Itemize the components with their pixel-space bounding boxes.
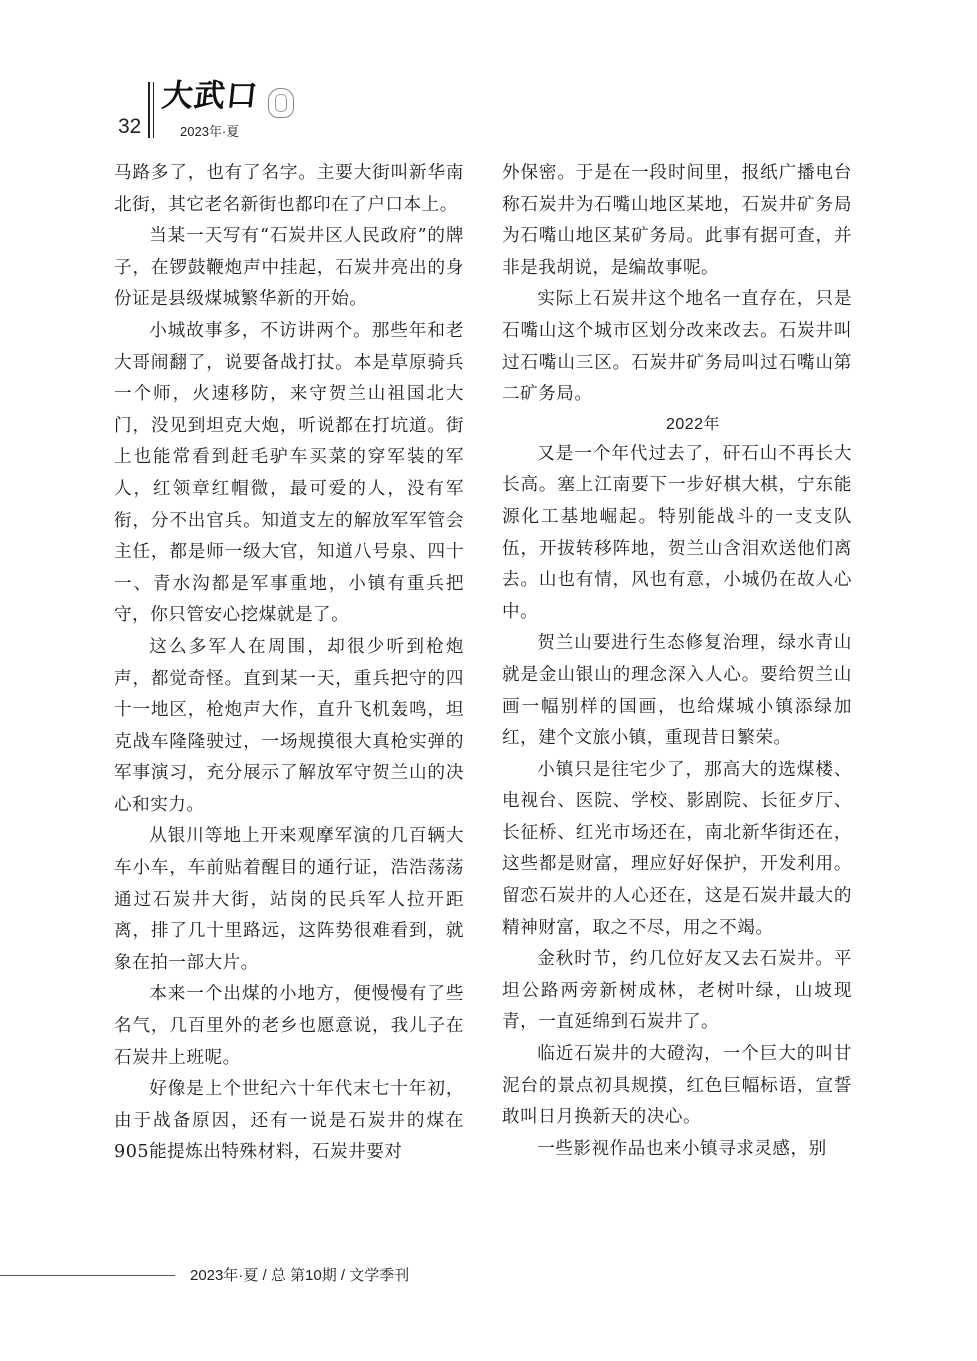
footer-rule [0, 1275, 175, 1276]
footer-issue-info: 2023年·夏 / 总 第10期 / 文学季刊 [190, 1267, 410, 1284]
issue-date: 2023年·夏 [180, 124, 240, 139]
header-divider [148, 82, 150, 138]
paragraph: 好像是上个世纪六十年代末七十年初，由于战备原因，还有一说是石炭井的煤在905能提炼出特殊材料，石炭井要对 [114, 1079, 464, 1163]
paragraph: 这么多军人在周围，却很少听到枪炮声，都觉奇怪。直到某一天，重兵把守的四十一地区，枪炮声大作，直升飞机轰鸣，坦克战车隆隆驶过，一场规摸很大真枪实弹的军事演习，充分展示了解放军守贺兰山的决心和实力。 [114, 636, 464, 815]
right-text-column [502, 158, 852, 1165]
paragraph: 小镇只是往宅少了，那高大的选煤楼、电视台、医院、学校、影剧院、长征歺厅、长征桥、红光市场还在，南北新华街还在，这些都是财富，理应好好保护，开发利用。留恋石炭井的人心还在，这是石炭井最大的精神财富，取之不尽，用之不竭。 [502, 759, 852, 938]
paragraph: 外保密。于是在一段时间里，报纸广播电台称石炭井为石嘴山地区某地，石炭井矿务局为石嘴山地区某矿务局。此事有据可查，并非是我胡说，是编故事呢。 [502, 163, 852, 278]
left-text-column [114, 158, 464, 1169]
paragraph: 小城故事多，不访讲两个。那些年和老大哥闹翻了，说要备战打扙。本是草原骑兵一个师，火速移防，来守贺兰山祖国北大门，没见到坦克大炮，听说都在打坑道。街上也能常看到赶毛驴车买菜的穿军装的军人，红领章红帽微，最可爱的人，没有军衔，分不出官兵。知道支左的解放军军管会主任，都是师一级大官，知道八号泉、四十一、青水沟都是军事重地，小镇有重兵把守，你只管安心挖煤就是了。 [114, 320, 464, 626]
paragraph: 从银川等地上开来观摩军演的几百辆大车小车，车前贴着醒目的通行证，浩浩荡荡通过石炭井大街，站岗的民兵军人拉开距离，排了几十里路远，这阵势很难看到，就象在拍一部大片。 [114, 826, 464, 973]
paragraph: 金秋时节，约几位好友又去石炭井。平坦公路两旁新树成林，老树叶绿，山坡现青，一直延绵到石炭井了。 [502, 949, 852, 1033]
paragraph: 贺兰山要进行生态修复治理，绿水青山就是金山银山的理念深入人心。要给贺兰山画一幅别样的国画，也给煤城小镇添绿加红，建个文旅小镇，重现昔日繁荣。 [502, 633, 852, 749]
page-number: 32 [118, 115, 142, 138]
paragraph: 实际上石炭井这个地名一直存在，只是石嘴山这个城市区划分改来改去。石炭井叫过石嘴山三区。石炭井矿务局叫过石嘴山第二矿务局。 [502, 289, 852, 405]
paragraph: 马路多了，也有了名字。主要大街叫新华南北街，其它老名新街也都印在了户口本上。 [114, 163, 464, 215]
paragraph: 本来一个出煤的小地方，便慢慢有了些名气，几百里外的老乡也愿意说，我儿子在石炭井上班呢。 [114, 984, 464, 1068]
magazine-title: 大武口 [160, 78, 260, 114]
page-header [0, 0, 977, 150]
section-heading: 2022年 [665, 415, 721, 433]
paragraph: 又是一个年代过去了，矸石山不再长大长高。塞上江南要下一步好棋大棋，宁东能源化工基地崛起。特别能战斗的一支支队伍，开拔转移阵地，贺兰山含泪欢送他们离去。山也有情，风也有意，小城仍在故人心中。 [502, 443, 852, 622]
seal-logo-icon [268, 88, 294, 118]
paragraph: 一些影视作品也来小镇寻求灵感，别 [537, 1138, 827, 1159]
paragraph: 临近石炭井的大磴沟，一个巨大的叫甘泥台的景点初具规摸，红色巨幅标语，宣誓敢叫日月换新天的决心。 [502, 1044, 852, 1128]
paragraph: 当某一天写有“石炭井区人民政府”的牌子，在锣鼓鞭炮声中挂起，石炭井亮出的身份证是县级煤城繁华新的开始。 [114, 226, 464, 310]
header-divider-thin [153, 82, 154, 138]
